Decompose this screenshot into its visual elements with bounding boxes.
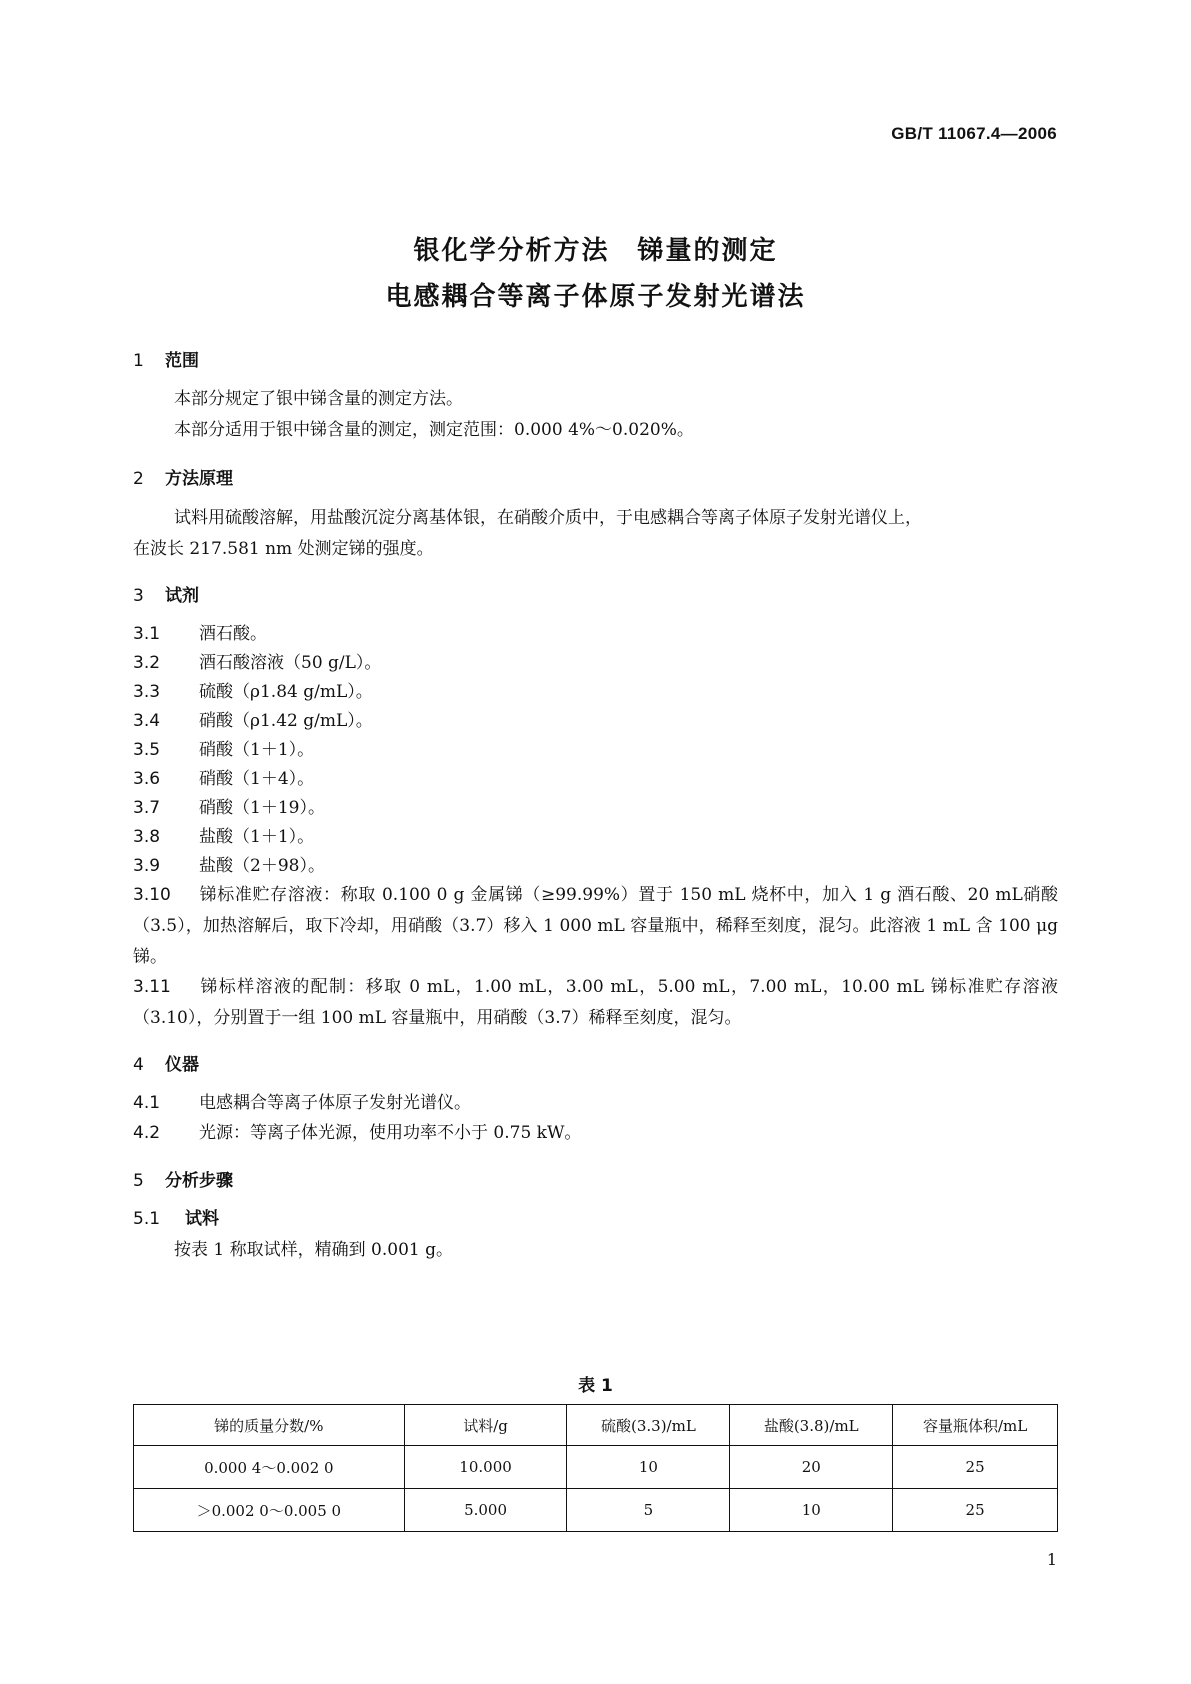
table-cell: 10 (567, 1446, 730, 1489)
list-item (133, 648, 1058, 679)
list-item (133, 735, 1058, 766)
section-number: 1 (133, 351, 144, 371)
item-text: 硝酸（1＋19）。 (199, 798, 325, 818)
section-title: 范围 (165, 351, 199, 371)
list-item (133, 793, 1058, 824)
item-text: 硫酸（ρ1.84 g/mL）。 (199, 682, 373, 702)
item-number: 4.1 (133, 1093, 161, 1113)
item-text: 锑标准贮存溶液：称取 0.100 0 g 金属锑（≥99.99%）置于 150 mL 烧杯中，加入 1 g 酒石酸、20 mL硝酸（3.5），加热溶解后，取下冷却，用硝酸（3.7）移入 1 000 mL 容量瓶中，稀释至刻度，混匀。此溶液 1 mL 含 100 μg 锑。 (133, 885, 1058, 967)
section-title: 仪器 (165, 1055, 199, 1075)
item-number: 3.10 (133, 885, 171, 905)
table-header-cell: 试料/g (404, 1405, 567, 1446)
section-number: 2 (133, 469, 144, 489)
item-number: 3.3 (133, 682, 161, 702)
subsection-title: 试料 (185, 1209, 219, 1229)
table-cell: 0.000 4～0.002 0 (134, 1446, 405, 1489)
table-header-cell: 容量瓶体积/mL (893, 1405, 1058, 1446)
item-text: 盐酸（1＋1）。 (199, 827, 315, 847)
item-text: 盐酸（2＋98）。 (199, 856, 325, 876)
item-number: 3.2 (133, 653, 161, 673)
list-item (133, 851, 1058, 882)
item-number: 3.8 (133, 827, 161, 847)
page-number: 1 (1046, 1550, 1057, 1569)
paragraph: 按表 1 称取试样，精确到 0.001 g。 (174, 1240, 453, 1260)
table-cell: 10 (730, 1489, 893, 1532)
table-header-row (134, 1405, 1058, 1446)
table-header-cell: 盐酸(3.8)/mL (730, 1405, 893, 1446)
section-title: 试剂 (165, 586, 199, 606)
paragraph: 试料用硫酸溶解，用盐酸沉淀分离基体银，在硝酸介质中，于电感耦合等离子体原子发射光谱仪上， (174, 508, 922, 528)
item-number: 3.7 (133, 798, 161, 818)
paragraph: 本部分规定了银中锑含量的测定方法。 (174, 389, 463, 409)
standard-number: GB/T 11067.4—2006 (891, 124, 1057, 143)
table-cell: 5 (567, 1489, 730, 1532)
document-title-line1: 银化学分析方法 锑量的测定 (413, 236, 778, 266)
document-title-line2: 电感耦合等离子体原子发射光谱法 (385, 282, 806, 312)
section-heading-apparatus (133, 1050, 199, 1075)
data-table (133, 1404, 1058, 1532)
table-cell: ＞0.002 0～0.005 0 (134, 1489, 405, 1532)
list-item (133, 706, 1058, 737)
item-text: 硝酸（1＋4）。 (199, 769, 315, 789)
section-heading-scope (133, 346, 199, 371)
section-heading-procedure (133, 1166, 233, 1191)
section-title: 方法原理 (165, 469, 233, 489)
list-item (133, 972, 1058, 1034)
table-cell: 20 (730, 1446, 893, 1489)
table-cell: 5.000 (404, 1489, 567, 1532)
section-number: 3 (133, 586, 144, 606)
table-header-cell: 硫酸(3.3)/mL (567, 1405, 730, 1446)
section-number: 4 (133, 1055, 144, 1075)
table-cell: 10.000 (404, 1446, 567, 1489)
list-item (133, 1118, 1058, 1149)
section-heading-reagents (133, 581, 199, 606)
section-number: 5 (133, 1171, 144, 1191)
item-text: 硝酸（ρ1.42 g/mL）。 (199, 711, 373, 731)
table-row (134, 1489, 1058, 1532)
item-number: 3.1 (133, 624, 161, 644)
section-title: 分析步骤 (165, 1171, 233, 1191)
table-cell: 25 (893, 1446, 1058, 1489)
list-item (133, 1088, 1058, 1119)
paragraph: 在波长 217.581 nm 处测定锑的强度。 (133, 539, 434, 559)
subsection-number: 5.1 (133, 1209, 161, 1229)
item-text: 光源：等离子体光源，使用功率不小于 0.75 kW。 (199, 1123, 582, 1143)
table-header-cell: 锑的质量分数/% (134, 1405, 405, 1446)
item-text: 硝酸（1＋1）。 (199, 740, 315, 760)
table-cell: 25 (893, 1489, 1058, 1532)
item-text: 电感耦合等离子体原子发射光谱仪。 (199, 1093, 471, 1113)
section-heading-principle (133, 464, 233, 489)
list-item (133, 677, 1058, 708)
list-item (133, 880, 1058, 973)
item-number: 3.5 (133, 740, 161, 760)
item-text: 酒石酸溶液（50 g/L）。 (199, 653, 382, 673)
item-number: 3.9 (133, 856, 161, 876)
item-number: 3.4 (133, 711, 161, 731)
item-number: 3.6 (133, 769, 161, 789)
paragraph: 本部分适用于银中锑含量的测定，测定范围：0.000 4%～0.020%。 (174, 420, 694, 440)
subsection-heading-sample (133, 1204, 219, 1229)
item-number: 4.2 (133, 1123, 161, 1143)
list-item (133, 764, 1058, 795)
item-number: 3.11 (133, 977, 171, 997)
list-item (133, 619, 1058, 650)
item-text: 锑标样溶液的配制：移取 0 mL，1.00 mL，3.00 mL，5.00 mL，7.00 mL，10.00 mL 锑标准贮存溶液（3.10），分别置于一组 100 mL 容量瓶中，用硝酸（3.7）稀释至刻度，混匀。 (133, 977, 1058, 1028)
item-text: 酒石酸。 (199, 624, 267, 644)
list-item (133, 822, 1058, 853)
table-row (134, 1446, 1058, 1489)
table-caption: 表 1 (578, 1376, 613, 1396)
